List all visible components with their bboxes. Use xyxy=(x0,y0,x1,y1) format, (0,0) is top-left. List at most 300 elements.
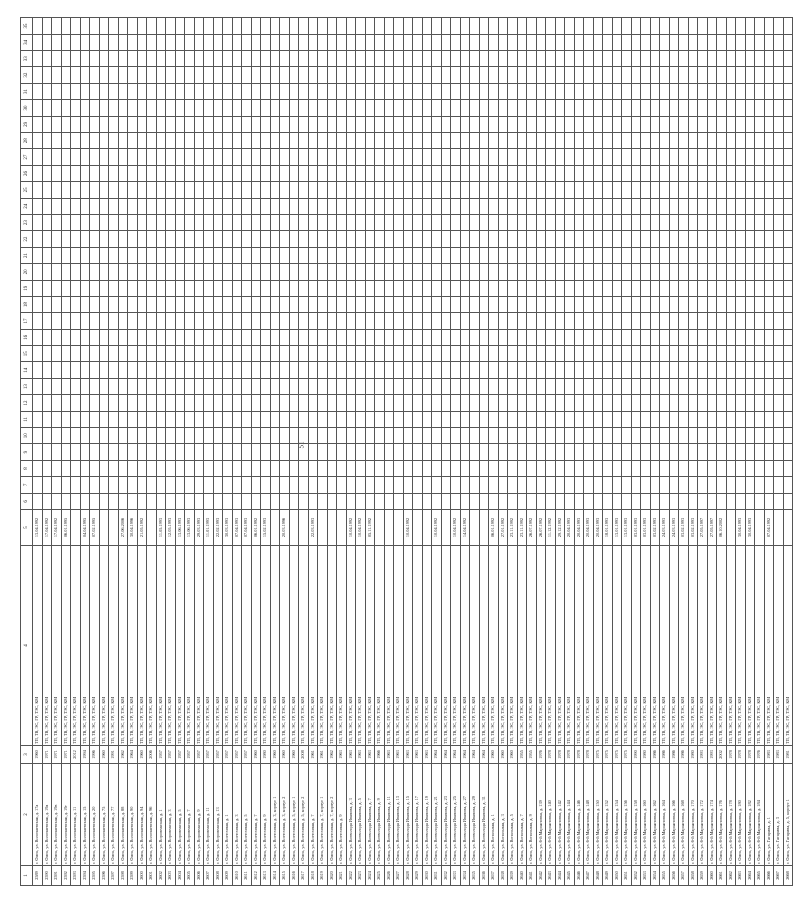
services-cell: ТП, ТВ, ЭС, ГР, ТЭС, КМ xyxy=(603,546,613,746)
empty-cell xyxy=(384,100,394,116)
empty-cell xyxy=(527,362,537,378)
empty-cell xyxy=(603,362,613,378)
empty-cell xyxy=(622,362,632,378)
empty-cell xyxy=(52,214,62,230)
empty-cell xyxy=(508,378,518,394)
empty-cell xyxy=(783,296,793,312)
empty-cell xyxy=(470,182,480,198)
table-row xyxy=(641,18,651,886)
empty-cell xyxy=(194,411,204,427)
empty-cell xyxy=(175,477,185,493)
empty-cell xyxy=(555,34,565,50)
empty-cell xyxy=(584,214,594,230)
empty-cell xyxy=(555,149,565,165)
empty-cell xyxy=(565,493,575,509)
empty-cell xyxy=(707,165,717,181)
empty-cell xyxy=(299,411,309,427)
table-row xyxy=(251,18,261,886)
empty-cell xyxy=(194,34,204,50)
date-cell: 23.11.1992 xyxy=(517,510,527,546)
date-cell: 04.04.1995 xyxy=(80,510,90,546)
empty-cell xyxy=(375,67,385,83)
date-cell: 13.06.1993 xyxy=(185,510,195,546)
empty-cell xyxy=(99,296,109,312)
empty-cell xyxy=(460,264,470,280)
services-cell: ТП, ТВ, ЭС, ГР, ТЭС, КМ xyxy=(413,546,423,746)
row-number-cell: 2623 xyxy=(356,866,366,886)
empty-cell xyxy=(242,280,252,296)
empty-cell xyxy=(593,428,603,444)
empty-cell xyxy=(147,346,157,362)
empty-cell xyxy=(80,18,90,34)
empty-cell xyxy=(299,18,309,34)
row-number-cell: 2620 xyxy=(327,866,337,886)
empty-cell xyxy=(517,83,527,99)
table-row xyxy=(603,18,613,886)
empty-cell xyxy=(479,395,489,411)
empty-cell xyxy=(118,280,128,296)
empty-cell xyxy=(688,165,698,181)
year-cell: 1963 xyxy=(403,746,413,764)
empty-cell xyxy=(175,296,185,312)
empty-cell xyxy=(204,18,214,34)
header-cell: 27 xyxy=(21,149,33,165)
date-cell: 12.05.1993 xyxy=(166,510,176,546)
empty-cell xyxy=(318,149,328,165)
empty-cell xyxy=(232,116,242,132)
empty-cell xyxy=(432,296,442,312)
address-cell: г. Омск, ул. Гагарина, д. 5, корпус 1 xyxy=(783,764,793,866)
empty-cell xyxy=(498,280,508,296)
empty-cell xyxy=(185,182,195,198)
year-cell: 1963 xyxy=(422,746,432,764)
empty-cell xyxy=(736,280,746,296)
empty-cell xyxy=(42,149,52,165)
empty-cell xyxy=(223,477,233,493)
date-cell: 26.07.1992 xyxy=(527,510,537,546)
services-cell: ТП, ТВ, ЭС, ГР, ТЭС, КМ xyxy=(536,546,546,746)
empty-cell xyxy=(660,428,670,444)
empty-cell xyxy=(460,411,470,427)
empty-cell xyxy=(432,428,442,444)
empty-cell xyxy=(451,133,461,149)
empty-cell xyxy=(337,67,347,83)
empty-cell xyxy=(356,133,366,149)
empty-cell xyxy=(707,411,717,427)
empty-cell xyxy=(641,67,651,83)
empty-cell xyxy=(593,67,603,83)
empty-cell xyxy=(384,198,394,214)
empty-cell xyxy=(280,280,290,296)
empty-cell xyxy=(698,34,708,50)
empty-cell xyxy=(527,329,537,345)
empty-cell xyxy=(546,493,556,509)
empty-cell xyxy=(118,165,128,181)
empty-cell xyxy=(403,116,413,132)
address-cell: г. Омск, ул. Восточная, д. 1 xyxy=(223,764,233,866)
table-row xyxy=(375,18,385,886)
empty-cell xyxy=(223,346,233,362)
date-cell: 06.01.1995 xyxy=(61,510,71,546)
empty-cell xyxy=(99,346,109,362)
empty-cell xyxy=(717,247,727,263)
empty-cell xyxy=(451,428,461,444)
date-cell xyxy=(337,510,347,546)
empty-cell xyxy=(441,346,451,362)
empty-cell xyxy=(109,428,119,444)
empty-cell xyxy=(308,51,318,67)
empty-cell xyxy=(745,214,755,230)
empty-cell xyxy=(128,329,138,345)
empty-cell xyxy=(745,493,755,509)
date-cell: 27.01.1992 xyxy=(498,510,508,546)
empty-cell xyxy=(650,67,660,83)
empty-cell xyxy=(109,313,119,329)
empty-cell xyxy=(289,346,299,362)
empty-cell xyxy=(470,493,480,509)
empty-cell xyxy=(498,493,508,509)
table-row xyxy=(774,18,784,886)
empty-cell xyxy=(641,83,651,99)
date-cell: 07.04.1993 xyxy=(232,510,242,546)
year-cell: 1980 xyxy=(261,746,271,764)
row-number-cell: 2615 xyxy=(280,866,290,886)
empty-cell xyxy=(698,493,708,509)
header-cell: 6 xyxy=(21,493,33,509)
empty-cell xyxy=(413,100,423,116)
empty-cell xyxy=(422,18,432,34)
empty-cell xyxy=(175,116,185,132)
empty-cell xyxy=(118,214,128,230)
services-cell: ТП, ТВ, ЭС, ГР, ТЭС, КМ xyxy=(774,546,784,746)
empty-cell xyxy=(318,67,328,83)
empty-cell xyxy=(517,280,527,296)
empty-cell xyxy=(783,247,793,263)
empty-cell xyxy=(707,378,717,394)
empty-cell xyxy=(71,280,81,296)
empty-cell xyxy=(337,395,347,411)
header-cell: 34 xyxy=(21,34,33,50)
empty-cell xyxy=(185,264,195,280)
empty-cell xyxy=(128,83,138,99)
empty-cell xyxy=(327,83,337,99)
empty-cell xyxy=(641,428,651,444)
empty-cell xyxy=(489,280,499,296)
empty-cell xyxy=(441,34,451,50)
empty-cell xyxy=(679,411,689,427)
empty-cell xyxy=(99,313,109,329)
empty-cell xyxy=(318,83,328,99)
empty-cell xyxy=(783,264,793,280)
empty-cell xyxy=(242,18,252,34)
empty-cell xyxy=(251,116,261,132)
empty-cell xyxy=(641,280,651,296)
empty-cell xyxy=(736,264,746,280)
empty-cell xyxy=(498,428,508,444)
empty-cell xyxy=(223,296,233,312)
table-row xyxy=(384,18,394,886)
empty-cell xyxy=(470,34,480,50)
empty-cell xyxy=(261,428,271,444)
empty-cell xyxy=(688,198,698,214)
empty-cell xyxy=(289,477,299,493)
year-cell: 1960 xyxy=(270,746,280,764)
empty-cell xyxy=(574,264,584,280)
empty-cell xyxy=(650,231,660,247)
empty-cell xyxy=(508,214,518,230)
services-cell: ТП, ТВ, ЭС, ГР, ТЭС, КМ xyxy=(185,546,195,746)
empty-cell xyxy=(698,395,708,411)
empty-cell xyxy=(232,280,242,296)
empty-cell xyxy=(289,100,299,116)
empty-cell xyxy=(698,346,708,362)
empty-cell xyxy=(612,231,622,247)
empty-cell xyxy=(99,34,109,50)
services-cell: ТП, ТВ, ЭС, ГР, ТЭС, КМ xyxy=(194,546,204,746)
empty-cell xyxy=(42,214,52,230)
empty-cell xyxy=(489,346,499,362)
empty-cell xyxy=(517,313,527,329)
empty-cell xyxy=(99,395,109,411)
empty-cell xyxy=(650,395,660,411)
empty-cell xyxy=(356,149,366,165)
row-number-cell: 2655 xyxy=(660,866,670,886)
empty-cell xyxy=(242,100,252,116)
empty-cell xyxy=(223,214,233,230)
row-number-cell: 2616 xyxy=(289,866,299,886)
empty-cell xyxy=(384,165,394,181)
services-cell: ТП, ТВ, ЭС, ГР, ТЭС, КМ xyxy=(223,546,233,746)
empty-cell xyxy=(299,428,309,444)
empty-cell xyxy=(175,231,185,247)
empty-cell xyxy=(204,198,214,214)
empty-cell xyxy=(432,264,442,280)
year-cell: 1978 xyxy=(736,746,746,764)
empty-cell xyxy=(223,395,233,411)
address-cell: г. Омск, ул. 6-й Марьяновка, д. 170 xyxy=(688,764,698,866)
empty-cell xyxy=(660,362,670,378)
empty-cell xyxy=(52,264,62,280)
empty-cell xyxy=(327,296,337,312)
empty-cell xyxy=(109,182,119,198)
empty-cell xyxy=(612,395,622,411)
empty-cell xyxy=(365,280,375,296)
table-row xyxy=(175,18,185,886)
empty-cell xyxy=(270,477,280,493)
address-cell: г. Омск, ул. 6-й Марьяновка, д. 152 xyxy=(603,764,613,866)
empty-cell xyxy=(365,231,375,247)
table-row xyxy=(508,18,518,886)
empty-cell xyxy=(612,411,622,427)
table-row xyxy=(280,18,290,886)
empty-cell xyxy=(470,67,480,83)
empty-cell xyxy=(774,395,784,411)
empty-cell xyxy=(413,280,423,296)
empty-cell xyxy=(242,247,252,263)
address-cell: г. Омск, ул. Волочаевская, д. 15 xyxy=(80,764,90,866)
empty-cell xyxy=(175,444,185,460)
empty-cell xyxy=(555,296,565,312)
year-cell: 1960 xyxy=(33,746,43,764)
empty-cell xyxy=(175,149,185,165)
empty-cell xyxy=(432,378,442,394)
address-cell: г. Омск, ул. 6-й Марьяновка, д. 164 xyxy=(660,764,670,866)
empty-cell xyxy=(71,296,81,312)
empty-cell xyxy=(574,395,584,411)
empty-cell xyxy=(755,444,765,460)
empty-cell xyxy=(61,280,71,296)
header-cell: 14 xyxy=(21,362,33,378)
empty-cell xyxy=(726,165,736,181)
empty-cell xyxy=(546,477,556,493)
empty-cell xyxy=(346,231,356,247)
empty-cell xyxy=(280,329,290,345)
services-cell: ТП, ТВ, ЭС, ГР, ТЭС, КМ xyxy=(764,546,774,746)
empty-cell xyxy=(422,444,432,460)
empty-cell xyxy=(90,198,100,214)
empty-cell xyxy=(71,428,81,444)
table-row xyxy=(441,18,451,886)
empty-cell xyxy=(603,493,613,509)
empty-cell xyxy=(783,133,793,149)
empty-cell xyxy=(52,460,62,476)
empty-cell xyxy=(441,116,451,132)
empty-cell xyxy=(555,198,565,214)
empty-cell xyxy=(166,378,176,394)
row-number-cell: 2656 xyxy=(669,866,679,886)
empty-cell xyxy=(726,198,736,214)
services-cell: ТП, ТВ, ЭС, ГР, ТЭС, КМ xyxy=(593,546,603,746)
empty-cell xyxy=(175,83,185,99)
empty-cell xyxy=(679,214,689,230)
empty-cell xyxy=(109,346,119,362)
empty-cell xyxy=(631,313,641,329)
empty-cell xyxy=(194,133,204,149)
empty-cell xyxy=(80,231,90,247)
empty-cell xyxy=(261,18,271,34)
empty-cell xyxy=(650,313,660,329)
empty-cell xyxy=(736,444,746,460)
empty-cell xyxy=(204,247,214,263)
empty-cell xyxy=(498,18,508,34)
empty-cell xyxy=(745,313,755,329)
empty-cell xyxy=(489,362,499,378)
empty-cell xyxy=(527,83,537,99)
empty-cell xyxy=(299,296,309,312)
empty-cell xyxy=(764,34,774,50)
empty-cell xyxy=(166,362,176,378)
empty-cell xyxy=(517,67,527,83)
empty-cell xyxy=(460,362,470,378)
empty-cell xyxy=(603,247,613,263)
empty-cell xyxy=(451,313,461,329)
empty-cell xyxy=(194,362,204,378)
empty-cell xyxy=(574,182,584,198)
row-number-cell: 2663 xyxy=(736,866,746,886)
date-cell: 30.03.1993 xyxy=(223,510,233,546)
empty-cell xyxy=(394,100,404,116)
empty-cell xyxy=(270,362,280,378)
empty-cell xyxy=(166,280,176,296)
empty-cell xyxy=(71,460,81,476)
empty-cell xyxy=(61,18,71,34)
empty-cell xyxy=(327,395,337,411)
empty-cell xyxy=(736,411,746,427)
empty-cell xyxy=(641,51,651,67)
empty-cell xyxy=(185,149,195,165)
empty-cell xyxy=(251,214,261,230)
empty-cell xyxy=(232,411,242,427)
empty-cell xyxy=(517,395,527,411)
empty-cell xyxy=(688,149,698,165)
empty-cell xyxy=(289,264,299,280)
empty-cell xyxy=(498,198,508,214)
empty-cell xyxy=(441,362,451,378)
empty-cell xyxy=(270,133,280,149)
empty-cell xyxy=(755,395,765,411)
empty-cell xyxy=(498,378,508,394)
empty-cell xyxy=(33,280,43,296)
empty-cell xyxy=(137,411,147,427)
services-cell: ТП, ТВ, ЭС, ГР, ТЭС, КМ xyxy=(631,546,641,746)
year-cell: 1964 xyxy=(432,746,442,764)
empty-cell xyxy=(593,149,603,165)
empty-cell xyxy=(109,411,119,427)
empty-cell xyxy=(622,51,632,67)
empty-cell xyxy=(660,83,670,99)
empty-cell xyxy=(128,133,138,149)
empty-cell xyxy=(641,198,651,214)
empty-cell xyxy=(764,51,774,67)
empty-cell xyxy=(223,493,233,509)
services-cell: ТП, ТВ, ЭС, ГР, ТЭС, КМ xyxy=(783,546,793,746)
empty-cell xyxy=(80,395,90,411)
empty-cell xyxy=(128,264,138,280)
empty-cell xyxy=(109,296,119,312)
address-cell: г. Омск, ул. Волочаевская, д. 77 xyxy=(109,764,119,866)
empty-cell xyxy=(52,346,62,362)
empty-cell xyxy=(603,182,613,198)
services-cell: ТП, ТВ, ЭС, ГР, ТЭС, КМ xyxy=(641,546,651,746)
table-row xyxy=(318,18,328,886)
empty-cell xyxy=(365,477,375,493)
empty-cell xyxy=(80,296,90,312)
empty-cell xyxy=(337,460,347,476)
empty-cell xyxy=(166,182,176,198)
empty-cell xyxy=(498,34,508,50)
empty-cell xyxy=(346,182,356,198)
empty-cell xyxy=(460,165,470,181)
empty-cell xyxy=(736,182,746,198)
empty-cell xyxy=(289,149,299,165)
empty-cell xyxy=(669,477,679,493)
empty-cell xyxy=(764,198,774,214)
empty-cell xyxy=(403,34,413,50)
empty-cell xyxy=(726,362,736,378)
empty-cell xyxy=(61,214,71,230)
empty-cell xyxy=(622,83,632,99)
empty-cell xyxy=(232,133,242,149)
empty-cell xyxy=(356,477,366,493)
empty-cell xyxy=(641,493,651,509)
empty-cell xyxy=(422,346,432,362)
empty-cell xyxy=(147,231,157,247)
empty-cell xyxy=(536,51,546,67)
empty-cell xyxy=(242,378,252,394)
empty-cell xyxy=(80,378,90,394)
empty-cell xyxy=(574,83,584,99)
empty-cell xyxy=(764,165,774,181)
